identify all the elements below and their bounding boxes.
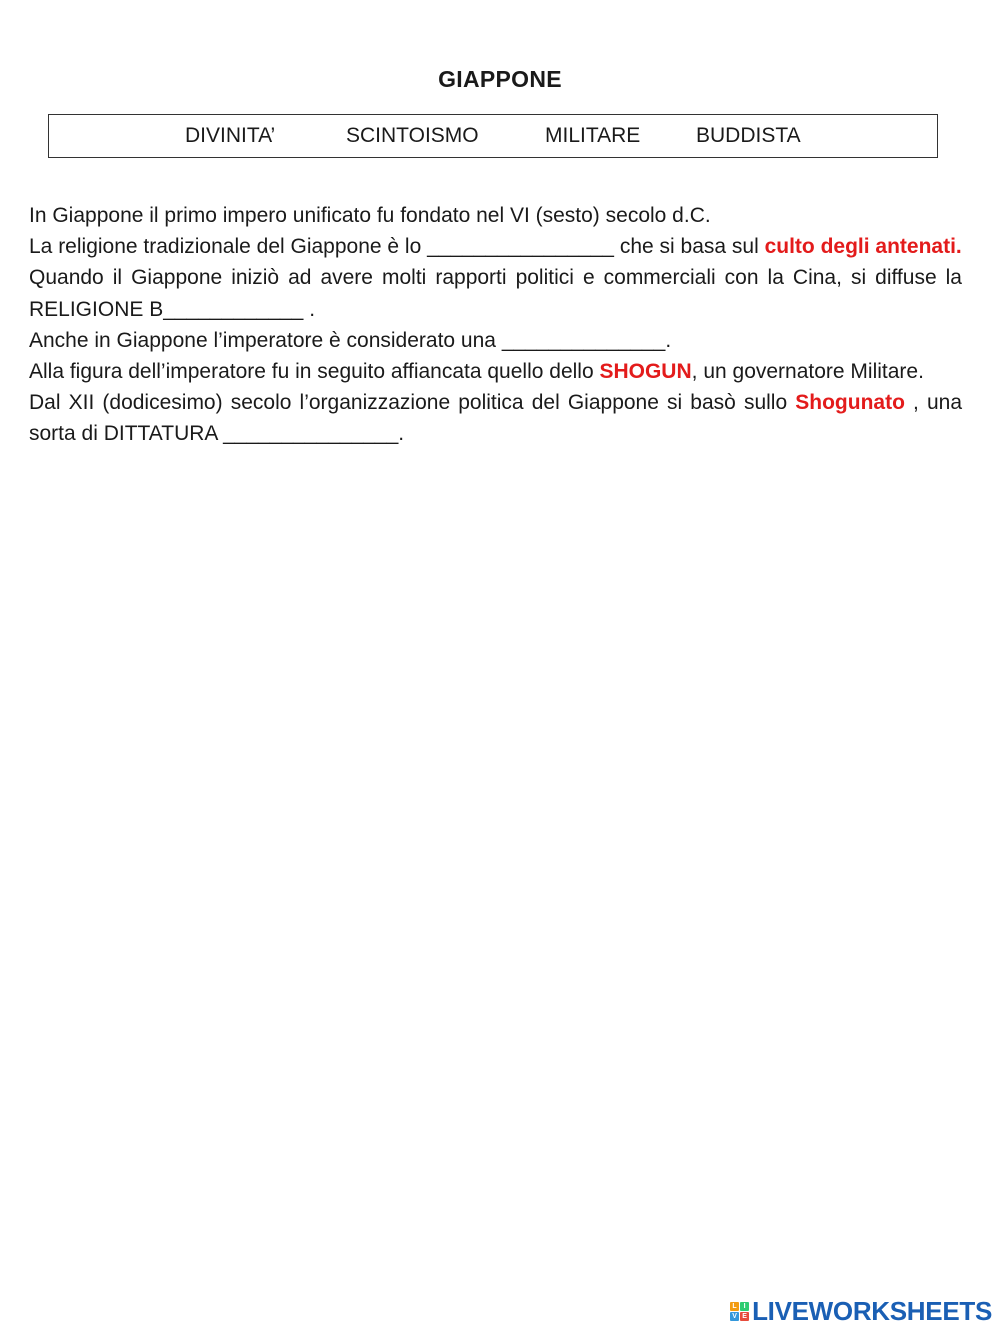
sentence-6 (29, 387, 962, 449)
worksheet-body (29, 200, 962, 450)
sentence-6-text: Dal XII (dodicesimo) secolo l’organizzazione politica del Giappone si basò sullo (29, 391, 796, 415)
sentence-5 (29, 356, 962, 387)
sentence-4 (29, 325, 962, 356)
sentence-4-text: Anche in Giappone l’imperatore è considerato una (29, 328, 502, 352)
logo-text: LIVEWORKSHEETS (752, 1295, 992, 1326)
sentence-2-text: La religione tradizionale del Giappone è lo (29, 235, 428, 259)
word-bank-box (48, 114, 938, 158)
sentence-3-text: Quando il Giappone iniziò ad avere molti rapporti politici e commerciali con la Cina, si diffuse la RELIGIONE B (29, 266, 962, 321)
word-bank-item[interactable]: BUDDISTA (696, 124, 801, 147)
highlight-shogunato: Shogunato (795, 391, 905, 415)
highlight-shogun: SHOGUN (599, 360, 692, 384)
sentence-4-end: . (665, 328, 672, 352)
sentence-2 (29, 231, 962, 262)
logo-icon-letter: V (730, 1312, 739, 1321)
answer-blank-3[interactable]: ______________ (501, 328, 666, 352)
logo-icon-letter: I (740, 1302, 749, 1311)
highlight-culto-degli-antenati: culto degli antenati. (764, 235, 962, 259)
worksheet-title: GIAPPONE (438, 66, 562, 92)
logo-icon-letter: L (730, 1302, 739, 1311)
word-bank-item[interactable]: MILITARE (545, 124, 641, 147)
sentence-5-end: , un governatore Militare. (691, 360, 924, 384)
sentence-6-end: . (398, 422, 405, 446)
sentence-3 (29, 262, 962, 324)
word-bank-item[interactable]: SCINTOISMO (346, 124, 479, 147)
logo-icon (730, 1302, 749, 1321)
sentence-1: In Giappone il primo impero unificato fu fondato nel VI (sesto) secolo d.C. (29, 204, 711, 227)
answer-blank-2[interactable]: ____________ (163, 297, 304, 321)
answer-blank-4[interactable]: _______________ (223, 422, 399, 446)
sentence-6-text-b: , una sorta di DITTATURA (29, 391, 962, 446)
sentence-3-end: . (303, 297, 316, 321)
logo-icon-letter: E (740, 1312, 749, 1321)
answer-blank-1[interactable]: ________________ (427, 235, 614, 259)
liveworksheets-logo (730, 1296, 992, 1326)
sentence-2-text-b: che si basa sul (613, 235, 765, 259)
sentence-5-text: Alla figura dell’imperatore fu in seguito affiancata quello dello (29, 360, 600, 384)
word-bank-item[interactable]: DIVINITA’ (185, 124, 276, 147)
